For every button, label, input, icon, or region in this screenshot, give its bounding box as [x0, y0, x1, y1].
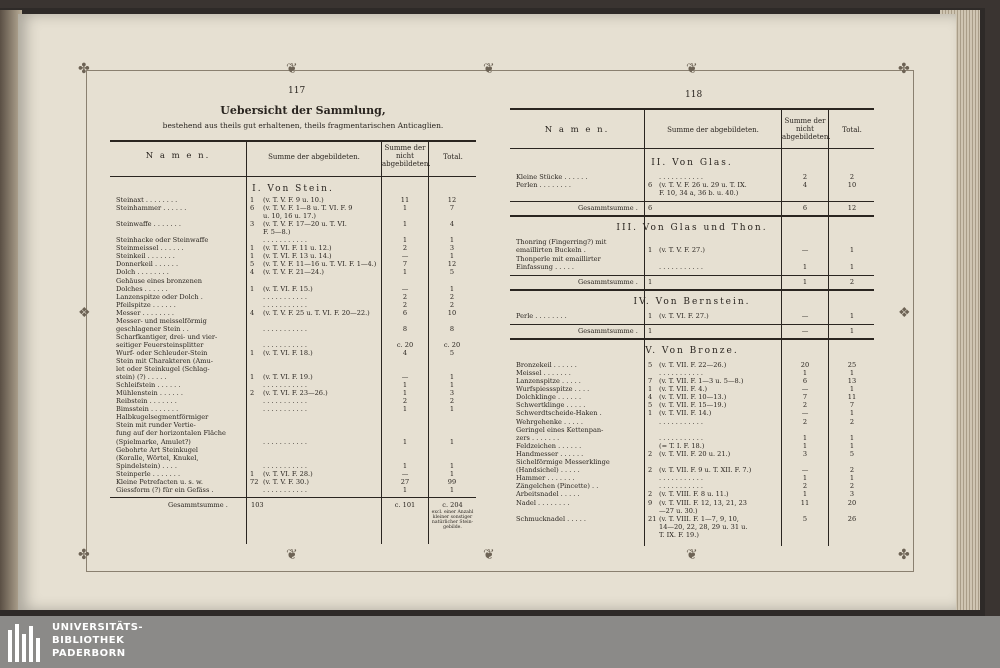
- row-name: Bimsstein . . . . . . .: [116, 405, 179, 414]
- row-total: 1: [849, 385, 855, 394]
- sum-label: Gesammtsumme .: [578, 204, 638, 213]
- row-shown-count: 7: [648, 377, 653, 385]
- section-end-rule: [510, 289, 874, 291]
- row-total: 1: [449, 405, 455, 414]
- row-total: 3: [449, 389, 455, 398]
- row-shown-count: 1: [648, 311, 653, 320]
- row-shown-count: 3: [250, 220, 255, 229]
- row-total: 3: [449, 244, 455, 253]
- header-rule: [510, 148, 874, 149]
- sum-total-value: c. 204: [442, 501, 463, 509]
- row-name: Perle . . . . . . . .: [516, 311, 567, 320]
- row-reference: . . . . . . . . . . .: [263, 381, 308, 390]
- flourish-ornament-icon: ❦: [686, 547, 698, 563]
- row-total: 1: [849, 474, 855, 483]
- row-not-shown-count: —: [401, 252, 409, 261]
- row-not-shown-count: 1: [402, 461, 408, 470]
- row-name: Reibstein . . . . . . .: [116, 397, 177, 406]
- row-shown-count: 1: [250, 348, 255, 357]
- sum-not-shown-value: 1: [802, 277, 808, 286]
- row-reference: (v. T. V. F. 11—16 u. T. VI. F. 1—4.): [263, 260, 377, 269]
- row-not-shown-count: 1: [802, 433, 808, 442]
- row-reference: . . . . . . . . . . .: [659, 482, 704, 491]
- row-reference: . . . . . . . . . . .: [659, 368, 704, 377]
- row-total: 5: [849, 449, 855, 458]
- row-name: Schmucknadel . . . . .: [516, 514, 587, 523]
- section-title: II. Von Glas.: [651, 158, 733, 168]
- row-name: Donnerkeil . . . . . .: [116, 260, 179, 269]
- row-reference: (v. T. VI. F. 18.): [263, 348, 313, 357]
- row-total: 2: [849, 173, 855, 181]
- row-name: Wurfspiessspitze . . . .: [516, 385, 590, 394]
- row-reference: (v. T. VI. F. 15.): [263, 284, 313, 293]
- row-shown-count: 5: [648, 401, 653, 410]
- row-reference: (v. T. VI. F. 28.): [263, 469, 313, 478]
- row-name: Steinaxt . . . . . . . .: [116, 196, 178, 204]
- row-name: Schwerdtscheide-Haken .: [516, 409, 602, 418]
- row-total: c. 20: [443, 340, 461, 349]
- row-reference: (v. T. V. F. 17—20 u. T. VI.: [263, 220, 347, 229]
- row-not-shown-count: 2: [402, 300, 408, 309]
- row-shown-count: 1: [250, 469, 255, 478]
- row-reference: (v. T. VII. F. 15—19.): [659, 401, 727, 410]
- row-name: Gebohrte Art Steinkugel: [116, 445, 198, 454]
- row-not-shown-count: 1: [402, 268, 408, 277]
- row-reference: . . . . . . . . . . .: [263, 340, 308, 349]
- row-reference: . . . . . . . . . . .: [263, 485, 308, 494]
- row-total: 12: [447, 260, 457, 269]
- row-total: 5: [449, 348, 455, 357]
- row-not-shown-count: 1: [402, 220, 408, 229]
- page-title: Uebersicht der Sammlung,: [220, 104, 386, 117]
- row-name: Arbeitsnadel . . . . .: [516, 490, 580, 499]
- sum-label: Gesammtsumme .: [578, 326, 638, 335]
- row-not-shown-count: —: [401, 373, 409, 382]
- row-not-shown-count: 1: [402, 389, 408, 398]
- column-header-names: N a m e n.: [145, 151, 211, 161]
- row-reference: (v. T. V. F. 9 u. 10.): [263, 196, 324, 204]
- row-not-shown-count: 1: [802, 441, 808, 450]
- row-shown-count: 1: [648, 246, 653, 255]
- row-reference: (v. T. VIII. F. 8 u. 11.): [659, 490, 729, 499]
- row-not-shown-count: 7: [402, 260, 408, 269]
- row-reference: . . . . . . . . . . .: [659, 474, 704, 483]
- row-name: Wurf- oder Schleuder-Stein: [116, 348, 208, 357]
- sum-shown-value: 103: [251, 501, 264, 509]
- row-reference: . . . . . . . . . . .: [659, 417, 704, 426]
- row-name: Thonring (Fingerring?) mit: [516, 238, 607, 247]
- row-name: fung auf der horizontalen Fläche: [116, 429, 226, 438]
- column-header-names: N a m e n.: [544, 125, 610, 135]
- row-total: 2: [849, 417, 855, 426]
- row-name: Kleine Petrefacten u. s. w.: [116, 477, 203, 486]
- column-header-total: Total.: [842, 126, 862, 134]
- row-shown-count: 5: [648, 360, 653, 369]
- row-reference: F. 10, 34 a, 36 b. u. 40.): [659, 189, 739, 198]
- row-total: 11: [847, 393, 857, 402]
- row-name: (Koralle, Wörtel, Knukel,: [116, 453, 199, 462]
- sum-rule: [510, 201, 874, 202]
- row-reference: T. IX. F. 19.): [659, 530, 699, 539]
- column-divider: [644, 108, 645, 546]
- library-name: UNIVERSITÄTS- BIBLIOTHEK PADERBORN: [52, 622, 144, 659]
- row-total: 8: [449, 324, 455, 333]
- row-not-shown-count: 1: [402, 204, 408, 213]
- row-reference: (v. T. VI. F. 27.): [659, 311, 709, 320]
- row-reference: . . . . . . . . . . .: [263, 397, 308, 406]
- row-name: Steinhacke oder Steinwaffe: [116, 236, 209, 245]
- row-not-shown-count: 1: [402, 485, 408, 494]
- row-total: 4: [449, 220, 455, 229]
- row-shown-count: 1: [250, 252, 255, 261]
- row-not-shown-count: —: [801, 246, 809, 255]
- row-reference: (v. T. VII. F. 4.): [659, 385, 708, 394]
- row-reference: (v. T. V. F. 25 u. T. VI. F. 20—22.): [263, 308, 370, 317]
- row-reference: . . . . . . . . . . .: [263, 292, 308, 301]
- row-name: Geringel eines Kettenpan-: [516, 425, 604, 434]
- side-ornament-icon: ❖: [78, 305, 91, 321]
- row-not-shown-count: 2: [802, 417, 808, 426]
- row-name: Stein mit Charakteren (Amu-: [116, 357, 213, 365]
- sum-not-shown-value: c. 101: [394, 501, 416, 509]
- row-name: emaillirten Buckeln .: [516, 246, 586, 255]
- row-reference: (v. T. V. F. 26 u. 29 u. T. IX.: [659, 181, 747, 190]
- row-not-shown-count: 7: [802, 393, 808, 402]
- row-not-shown-count: —: [801, 385, 809, 394]
- row-total: 7: [449, 204, 455, 213]
- row-shown-count: 9: [648, 498, 653, 507]
- row-name: seitiger Feuersteinsplitter: [116, 340, 204, 349]
- header-rule: [110, 176, 476, 177]
- total-footnote: excl. einer Anzahl kleiner sonstiger natürlicher Stein-gebilde.: [431, 510, 474, 530]
- row-total: 12: [447, 196, 457, 204]
- sum-not-shown-value: —: [801, 326, 809, 335]
- row-shown-count: 2: [648, 490, 653, 499]
- row-total: 1: [449, 461, 455, 470]
- library-footer: [0, 616, 1000, 668]
- row-not-shown-count: 8: [402, 324, 408, 333]
- row-total: 1: [449, 284, 455, 293]
- column-header-sum: Summe der abgebildeten.: [667, 126, 759, 134]
- row-total: 1: [449, 373, 455, 382]
- row-reference: (v. T. VI. F. 11 u. 12.): [263, 244, 332, 253]
- row-not-shown-count: 1: [402, 437, 408, 446]
- section-end-rule: [510, 215, 874, 217]
- row-name: Thonperle mit emaillirter: [516, 254, 601, 263]
- row-name: Dolchklinge . . . . . .: [516, 393, 582, 402]
- row-shown-count: 2: [648, 449, 653, 458]
- row-reference: (v. T. VII. F. 20 u. 21.): [659, 449, 731, 458]
- row-name: Steinhammer . . . . . .: [116, 204, 187, 213]
- row-reference: (v. T. VII. F. 9 u. T. XII. F. 7.): [659, 466, 752, 475]
- row-total: 10: [847, 181, 857, 190]
- row-reference: . . . . . . . . . . .: [263, 236, 308, 245]
- library-logo-icon: [8, 622, 48, 662]
- row-not-shown-count: 2: [802, 173, 808, 181]
- sum-rule: [110, 497, 476, 498]
- row-name: Hammer . . . . . . .: [516, 474, 575, 483]
- row-name: Gehäuse eines bronzenen: [116, 276, 202, 285]
- row-shown-count: 6: [250, 204, 255, 213]
- page-number-left: 117: [288, 86, 306, 96]
- row-total: 1: [449, 437, 455, 446]
- row-not-shown-count: 20: [800, 360, 810, 369]
- row-not-shown-count: —: [801, 466, 809, 475]
- row-reference: (v. T. VI. F. 23—26.): [263, 389, 328, 398]
- row-total: 1: [849, 311, 855, 320]
- row-name: Steinmeissel . . . . . .: [116, 244, 184, 253]
- corner-ornament-icon: ✤: [898, 547, 910, 563]
- side-ornament-icon: ❖: [898, 305, 911, 321]
- row-name: stein) (?) . . . . .: [116, 373, 167, 382]
- row-not-shown-count: 1: [802, 368, 808, 377]
- sum-not-shown-value: 6: [802, 204, 808, 213]
- row-not-shown-count: —: [801, 409, 809, 418]
- row-total: 10: [447, 308, 457, 317]
- row-shown-count: 1: [648, 409, 653, 418]
- row-total: 3: [849, 490, 855, 499]
- sum-label: Gesammtsumme .: [168, 501, 228, 509]
- row-not-shown-count: 2: [802, 482, 808, 491]
- corner-ornament-icon: ✤: [78, 61, 90, 77]
- row-total: 99: [447, 477, 457, 486]
- flourish-ornament-icon: ❦: [483, 547, 495, 563]
- section-end-rule: [510, 338, 874, 340]
- row-not-shown-count: 11: [800, 498, 810, 507]
- row-total: 25: [847, 360, 857, 369]
- row-not-shown-count: c. 20: [396, 340, 414, 349]
- sum-rule: [510, 324, 874, 325]
- row-reference: (v. T. V. F. 21—24.): [263, 268, 324, 277]
- row-name: (Handsichel) . . . . .: [516, 466, 580, 475]
- row-not-shown-count: —: [801, 311, 809, 320]
- flourish-ornament-icon: ❦: [286, 61, 298, 77]
- sum-shown-value: 6: [648, 204, 653, 213]
- row-reference: (v. T. VIII. F. 12, 13, 21, 23: [659, 498, 747, 507]
- page-subtitle: bestehend aus theils gut erhaltenen, theils fragmentarischen Anticaglien.: [162, 121, 444, 130]
- sum-label: Gesammtsumme .: [578, 277, 638, 286]
- row-name: (Spielmarke, Amulet?): [116, 437, 191, 446]
- row-reference: . . . . . . . . . . .: [659, 262, 704, 271]
- row-not-shown-count: 2: [802, 401, 808, 410]
- row-reference: (v. T. VII. F. 14.): [659, 409, 712, 418]
- row-total: 1: [849, 368, 855, 377]
- row-reference: —27 u. 30.): [659, 506, 698, 515]
- flourish-ornament-icon: ❦: [483, 61, 495, 77]
- row-total: 2: [849, 482, 855, 491]
- row-reference: (v. T. VII. F. 22—26.): [659, 360, 727, 369]
- row-shown-count: 4: [250, 268, 255, 277]
- row-name: Pfeilspitze . . . . . .: [116, 300, 176, 309]
- row-total: 2: [449, 300, 455, 309]
- row-total: 1: [849, 409, 855, 418]
- row-name: Feldzeichen . . . . . .: [516, 441, 582, 450]
- row-not-shown-count: 2: [402, 244, 408, 253]
- section-title: I. Von Stein.: [252, 184, 334, 194]
- row-name: Steinkeil . . . . . . .: [116, 252, 175, 261]
- row-name: Messer . . . . . . . .: [116, 308, 175, 317]
- row-total: 20: [847, 498, 857, 507]
- row-shown-count: 1: [250, 196, 255, 204]
- row-reference: u. 10, 16 u. 17.): [263, 212, 317, 221]
- row-shown-count: 1: [250, 244, 255, 253]
- row-name: Zängelchen (Pincette) . .: [516, 482, 599, 491]
- row-total: 13: [847, 377, 857, 385]
- row-name: Handmesser . . . . . .: [516, 449, 584, 458]
- row-total: 2: [849, 466, 855, 475]
- row-not-shown-count: 1: [802, 474, 808, 483]
- row-total: 1: [849, 441, 855, 450]
- row-reference: . . . . . . . . . . .: [659, 173, 704, 181]
- row-shown-count: 72: [250, 477, 259, 486]
- row-not-shown-count: 1: [402, 236, 408, 245]
- row-total: 7: [849, 401, 855, 410]
- row-reference: . . . . . . . . . . .: [263, 300, 308, 309]
- row-name: Dolches . . . . . .: [116, 284, 168, 293]
- row-not-shown-count: 6: [802, 377, 808, 385]
- row-reference: . . . . . . . . . . .: [263, 461, 308, 470]
- row-name: Steinperle . . . . . . .: [116, 469, 181, 478]
- row-name: Halbkugelsegmentförmiger: [116, 413, 209, 422]
- row-reference: 14—20, 22, 28, 29 u. 31 u.: [659, 522, 748, 531]
- corner-ornament-icon: ✤: [898, 61, 910, 77]
- section-title: III. Von Glas und Thon.: [616, 223, 768, 234]
- row-total: 1: [449, 381, 455, 390]
- row-total: 1: [449, 469, 455, 478]
- row-name: Steinwaffe . . . . . . .: [116, 220, 181, 229]
- row-name: Lanzenspitze oder Dolch .: [116, 292, 203, 301]
- row-shown-count: 5: [250, 260, 255, 269]
- sum-total-value: 2: [849, 277, 855, 286]
- column-header-not-shown: Summe der nicht abgebildeten.: [782, 117, 831, 141]
- sum-total-value: 1: [849, 326, 855, 335]
- row-not-shown-count: 1: [802, 490, 808, 499]
- row-not-shown-count: 1: [802, 262, 808, 271]
- section-title: V. Von Bronze.: [645, 345, 739, 356]
- column-header-not-shown: Summe der nicht abgebildeten.: [382, 144, 431, 168]
- row-name: zers . . . . . . .: [516, 433, 560, 442]
- flourish-ornament-icon: ❦: [686, 61, 698, 77]
- row-shown-count: 1: [648, 385, 653, 394]
- row-name: Einfassung . . . . .: [516, 262, 574, 271]
- row-shown-count: 6: [648, 181, 653, 190]
- row-not-shown-count: 1: [402, 405, 408, 414]
- row-name: Nadel . . . . . . . .: [516, 498, 570, 507]
- row-not-shown-count: 4: [402, 348, 408, 357]
- row-total: 1: [449, 236, 455, 245]
- table-top-rule: [110, 140, 476, 142]
- row-name: let oder Steinkugel (Schlag-: [116, 365, 210, 374]
- sum-shown-value: 1: [648, 326, 653, 335]
- flourish-ornament-icon: ❦: [286, 547, 298, 563]
- sum-rule: [510, 275, 874, 276]
- column-header-total: Total.: [443, 153, 463, 161]
- row-shown-count: 1: [250, 284, 255, 293]
- row-not-shown-count: 4: [802, 181, 808, 190]
- sum-total-value: 12: [847, 204, 857, 213]
- row-reference: . . . . . . . . . . .: [263, 437, 308, 446]
- row-not-shown-count: 2: [402, 397, 408, 406]
- row-reference: (v. T. VII. F. 1—3 u. 5—8.): [659, 377, 744, 385]
- row-not-shown-count: 3: [802, 449, 808, 458]
- row-name: Perlen . . . . . . . .: [516, 181, 571, 190]
- table-top-rule: [510, 108, 874, 110]
- row-shown-count: 4: [250, 308, 255, 317]
- row-total: 1: [849, 262, 855, 271]
- row-name: Messer- und meisselförmig: [116, 316, 207, 325]
- sum-shown-value: 1: [648, 277, 653, 286]
- row-shown-count: 4: [648, 393, 653, 402]
- row-reference: (v. T. VI. F. 19.): [263, 373, 313, 382]
- row-not-shown-count: —: [401, 284, 409, 293]
- row-not-shown-count: 6: [402, 308, 408, 317]
- row-not-shown-count: 27: [400, 477, 410, 486]
- row-reference: . . . . . . . . . . .: [263, 324, 308, 333]
- row-reference: . . . . . . . . . . .: [659, 433, 704, 442]
- row-shown-count: 21: [648, 514, 657, 523]
- row-not-shown-count: 11: [400, 196, 410, 204]
- row-total: 1: [449, 485, 455, 494]
- row-reference: (= T. I. F. 18.): [659, 441, 705, 450]
- row-name: Sichelförmige Messerklinge: [516, 458, 610, 466]
- row-name: Stein mit runder Vertie-: [116, 421, 196, 430]
- row-total: 1: [849, 433, 855, 442]
- row-name: Schleifstein . . . . . .: [116, 381, 181, 390]
- row-total: 26: [847, 514, 857, 523]
- column-divider: [246, 140, 247, 544]
- row-reference: (v. T. V. F. 30.): [263, 477, 309, 486]
- book-spread: [18, 14, 956, 610]
- row-total: 2: [449, 397, 455, 406]
- row-reference: (v. T. VIII. F. 1—7, 9, 10,: [659, 514, 739, 523]
- column-header-sum: Summe der abgebildeten.: [268, 153, 360, 161]
- row-name: Kleine Stücke . . . . . .: [516, 173, 588, 181]
- row-name: Spindelstein) . . . .: [116, 461, 177, 470]
- row-shown-count: 2: [250, 389, 255, 398]
- row-total: 1: [449, 252, 455, 261]
- row-reference: (v. T. V. F. 27.): [659, 246, 705, 255]
- row-name: Scharfkantiger, drei- und vier-: [116, 332, 218, 341]
- row-shown-count: 1: [250, 373, 255, 382]
- row-reference: (v. T. V. F. 1—8 u. T. VI. F. 9: [263, 204, 353, 213]
- row-name: Bronzekeil . . . . . .: [516, 360, 577, 369]
- row-not-shown-count: 5: [802, 514, 808, 523]
- row-name: Schwertklinge . . . . .: [516, 401, 586, 410]
- row-not-shown-count: 1: [402, 381, 408, 390]
- row-total: 5: [449, 268, 455, 277]
- row-name: geschlagener Stein . .: [116, 324, 189, 333]
- row-reference: . . . . . . . . . . .: [263, 405, 308, 414]
- row-name: Lanzenspitze . . . . .: [516, 377, 581, 385]
- row-name: Mühlenstein . . . . . .: [116, 389, 183, 398]
- row-name: Dolch . . . . . . . .: [116, 268, 169, 277]
- row-total: 1: [849, 246, 855, 255]
- corner-ornament-icon: ✤: [78, 547, 90, 563]
- row-total: 2: [449, 292, 455, 301]
- row-not-shown-count: —: [401, 469, 409, 478]
- row-name: Meissel . . . . . . .: [516, 368, 571, 377]
- row-reference: (v. T. VI. F. 13 u. 14.): [263, 252, 332, 261]
- row-not-shown-count: 2: [402, 292, 408, 301]
- row-shown-count: 2: [648, 466, 653, 475]
- row-name: Wehrgehenke . . . . .: [516, 417, 583, 426]
- row-reference: (v. T. VII. F. 10—13.): [659, 393, 727, 402]
- row-reference: F. 5—8.): [263, 228, 291, 237]
- section-title: IV. Von Bernstein.: [633, 296, 751, 307]
- page-number-right: 118: [685, 90, 703, 100]
- row-name: Giessform (?) für ein Gefäss .: [116, 485, 214, 494]
